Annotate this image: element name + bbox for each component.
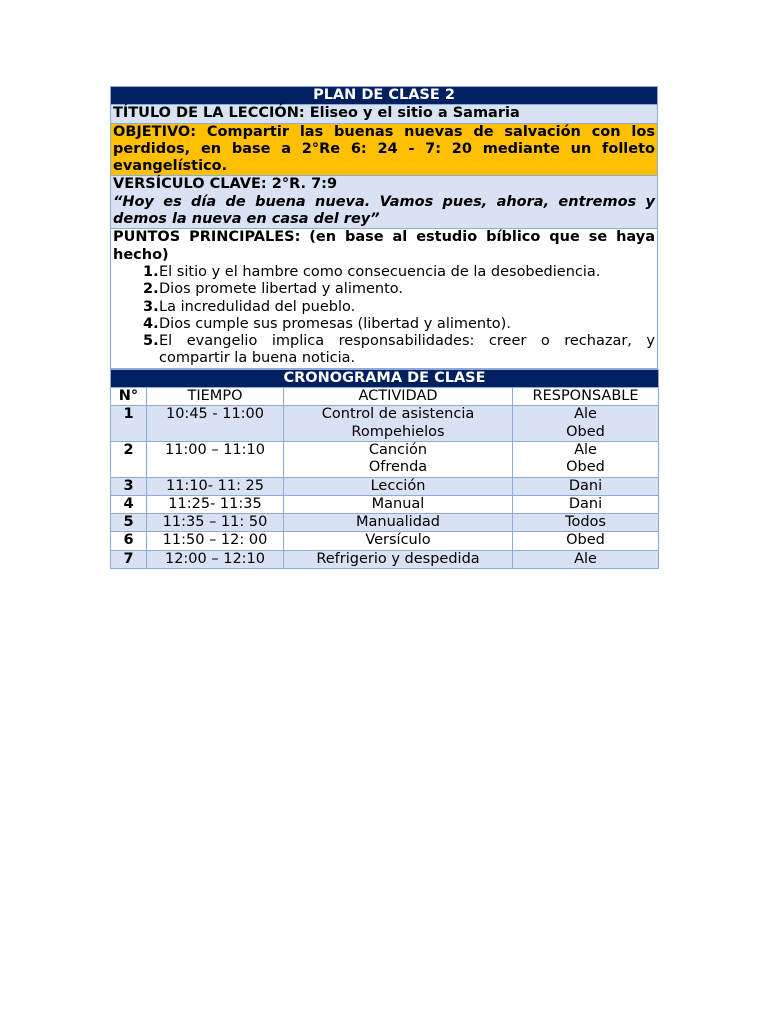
point-text: Dios promete libertad y alimento.: [159, 281, 404, 298]
row-number: 7: [111, 550, 147, 568]
main-points-list: [113, 264, 655, 368]
column-header: TIEMPO: [147, 388, 284, 406]
main-points-label: PUNTOS PRINCIPALES: (en base al estudio bíblico que se haya hecho): [113, 229, 655, 263]
point-text: El evangelio implica responsabilidades: creer o rechazar, y compartir la buena noticia.: [159, 333, 655, 367]
row-responsible: Dani: [513, 495, 659, 513]
list-item: [137, 333, 655, 368]
main-points-cell: [111, 229, 658, 368]
table-row: [111, 441, 659, 477]
row-number: 5: [111, 514, 147, 532]
key-verse-label: VERSÍCULO CLAVE: 2°R. 7:9: [113, 176, 338, 193]
objective-text: OBJETIVO: Compartir las buenas nuevas de salvación con los perdidos, en base a 2°Re 6: 24 - 7: 20 mediante un folleto evangelístico.: [111, 123, 658, 176]
key-verse-cell: [111, 176, 658, 229]
row-time: 11:00 – 11:10: [147, 441, 284, 477]
row-time: 12:00 – 12:10: [147, 550, 284, 568]
row-activity: Manualidad: [284, 514, 513, 532]
activity-line: Ofrenda: [368, 459, 428, 476]
responsible-line: Obed: [566, 423, 605, 440]
row-time: 11:35 – 11: 50: [147, 514, 284, 532]
row-responsible: Todos: [513, 514, 659, 532]
row-responsible: [513, 406, 659, 442]
row-time: 11:50 – 12: 00: [147, 532, 284, 550]
point-number: 1.: [143, 263, 159, 280]
row-activity: Refrigerio y despedida: [284, 550, 513, 568]
point-text: Dios cumple sus promesas (libertad y alimento).: [159, 315, 511, 332]
point-number: 3.: [143, 298, 159, 315]
row-number: 2: [111, 441, 147, 477]
lesson-plan-document: [110, 86, 658, 569]
row-number: 6: [111, 532, 147, 550]
row-responsible: Dani: [513, 477, 659, 495]
schedule-title: CRONOGRAMA DE CLASE: [111, 369, 659, 387]
row-responsible: [513, 441, 659, 477]
column-header: RESPONSABLE: [513, 388, 659, 406]
row-activity: Versículo: [284, 532, 513, 550]
list-item: [137, 299, 655, 316]
column-header: ACTIVIDAD: [284, 388, 513, 406]
lesson-title-value: Eliseo y el sitio a Samaria: [309, 105, 520, 122]
row-time: 11:10- 11: 25: [147, 477, 284, 495]
point-number: 2.: [143, 281, 159, 298]
plan-title: PLAN DE CLASE 2: [111, 87, 658, 105]
row-number: 1: [111, 406, 147, 442]
row-activity: Lección: [284, 477, 513, 495]
point-number: 4.: [143, 315, 159, 332]
row-number: 3: [111, 477, 147, 495]
row-responsible: Obed: [513, 532, 659, 550]
lesson-title-row: [111, 105, 658, 123]
point-number: 5.: [143, 333, 159, 350]
table-row: [111, 514, 659, 532]
schedule-table: [110, 369, 659, 569]
list-item: [137, 281, 655, 298]
schedule-header-row: [111, 388, 659, 406]
row-activity: Manual: [284, 495, 513, 513]
table-row: [111, 532, 659, 550]
point-text: La incredulidad del pueblo.: [159, 298, 356, 315]
activity-line: Rompehielos: [351, 423, 445, 440]
row-activity: [284, 406, 513, 442]
lesson-title-label: TÍTULO DE LA LECCIÓN:: [113, 105, 305, 122]
column-header: N°: [111, 388, 147, 406]
list-item: [137, 264, 655, 281]
key-verse-text: “Hoy es día de buena nueva. Vamos pues, ahora, entremos y demos la nueva en casa del rey”: [113, 193, 655, 228]
activity-line: Control de asistencia: [321, 406, 475, 423]
list-item: [137, 316, 655, 333]
activity-line: Canción: [368, 441, 428, 458]
table-row: [111, 477, 659, 495]
table-row: [111, 550, 659, 568]
table-row: [111, 495, 659, 513]
lesson-plan-table: [110, 86, 658, 369]
responsible-line: Obed: [566, 459, 605, 476]
responsible-line: Ale: [574, 406, 597, 423]
row-responsible: Ale: [513, 550, 659, 568]
row-number: 4: [111, 495, 147, 513]
table-row: [111, 406, 659, 442]
row-time: 10:45 - 11:00: [147, 406, 284, 442]
point-text: El sitio y el hambre como consecuencia de la desobediencia.: [159, 263, 601, 280]
responsible-line: Ale: [574, 441, 597, 458]
row-activity: [284, 441, 513, 477]
row-time: 11:25- 11:35: [147, 495, 284, 513]
